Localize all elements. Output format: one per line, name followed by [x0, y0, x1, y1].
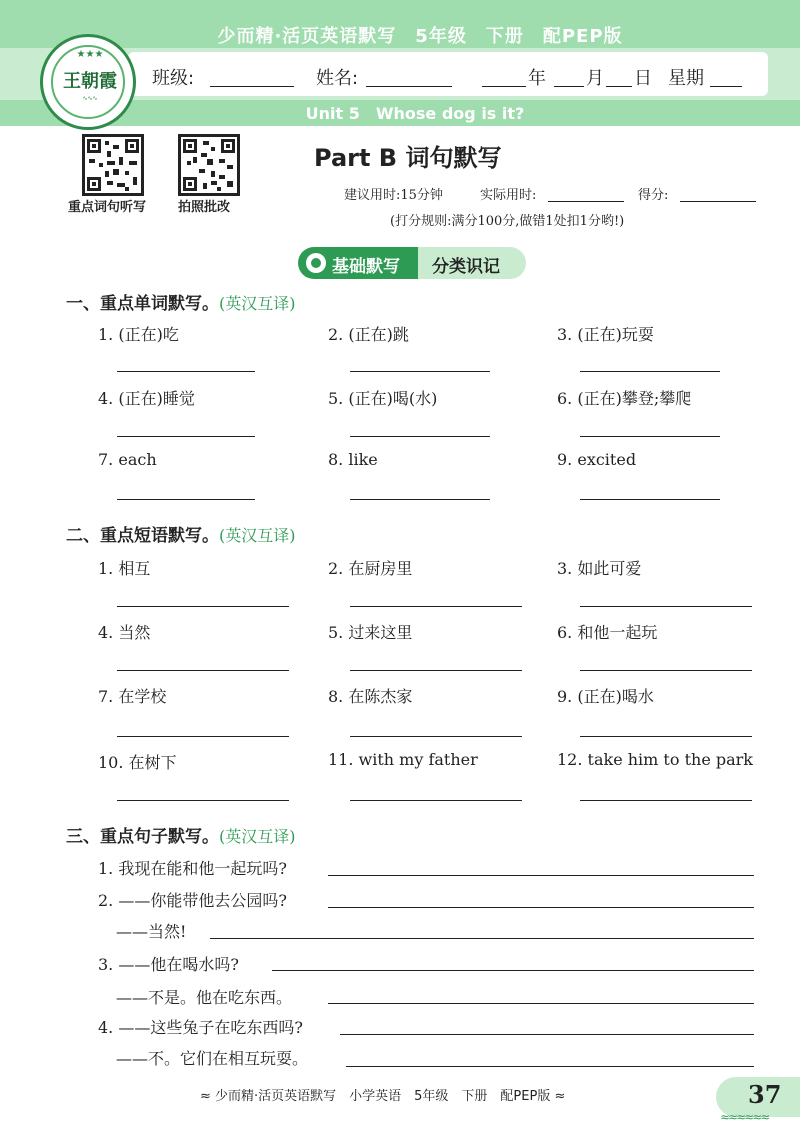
section2-title-text: 二、重点短语默写。: [66, 526, 219, 546]
phrase-answer-1[interactable]: [117, 606, 289, 607]
phrase-answer-6[interactable]: [580, 670, 752, 671]
word-answer-2[interactable]: [350, 371, 490, 372]
phrase-answer-4[interactable]: [117, 670, 289, 671]
word-answer-1[interactable]: [117, 371, 255, 372]
phrase-answer-7[interactable]: [117, 736, 289, 737]
brand-logo: [40, 34, 136, 130]
section3-title: [66, 822, 296, 847]
part-title: Part B 词句默写: [314, 144, 502, 172]
sentence-item-4a: 4. ——这些兔子在吃东西吗?: [98, 1018, 303, 1037]
qr-code-listening-icon[interactable]: [82, 134, 144, 196]
word-item-7: 7. each: [98, 450, 157, 469]
score-field[interactable]: [680, 201, 756, 202]
phrase-item-10: 10. 在树下: [98, 753, 177, 772]
section3-note: (英汉互译): [219, 827, 296, 846]
sentence-item-1: 1. 我现在能和他一起玩吗?: [98, 859, 287, 878]
phrase-answer-9[interactable]: [580, 736, 752, 737]
sentence-item-3b: ——不是。他在吃东西。: [116, 988, 293, 1007]
word-item-6: 6. (正在)攀登;攀爬: [557, 389, 692, 408]
phrase-item-3: 3. 如此可爱: [557, 559, 642, 578]
word-answer-6[interactable]: [580, 436, 720, 437]
word-answer-7[interactable]: [117, 499, 255, 500]
qr-label-grading: 拍照批改: [178, 200, 231, 215]
phrase-answer-8[interactable]: [350, 736, 522, 737]
qr-pattern-icon: [85, 137, 141, 193]
word-item-8: 8. like: [328, 450, 378, 469]
class-field[interactable]: [210, 86, 294, 87]
logo-stars-icon: ★★★: [76, 49, 104, 60]
phrase-item-5: 5. 过来这里: [328, 623, 413, 642]
phrase-item-12: 12. take him to the park: [557, 750, 753, 769]
phrase-item-8: 8. 在陈杰家: [328, 687, 413, 706]
week-label: 星期: [668, 68, 704, 89]
actual-time-field[interactable]: [548, 201, 624, 202]
phrase-item-2: 2. 在厨房里: [328, 559, 413, 578]
sentence-answer-3b[interactable]: [328, 1003, 754, 1004]
word-item-1: 1. (正在)吃: [98, 325, 179, 344]
phrase-answer-10[interactable]: [117, 800, 289, 801]
phrase-item-7: 7. 在学校: [98, 687, 167, 706]
target-icon: [306, 253, 326, 273]
phrase-answer-3[interactable]: [580, 606, 752, 607]
sentence-item-2b: ——当然!: [116, 922, 187, 941]
badge-right-text: 分类识记: [432, 257, 500, 277]
unit-title: Unit 5 Whose dog is it?: [305, 104, 525, 123]
year-label: 年: [528, 68, 546, 89]
phrase-answer-11[interactable]: [350, 800, 522, 801]
word-item-3: 3. (正在)玩耍: [557, 325, 654, 344]
phrase-item-4: 4. 当然: [98, 623, 151, 642]
month-field[interactable]: [554, 86, 584, 87]
year-field[interactable]: [482, 86, 526, 87]
sentence-answer-2b[interactable]: [210, 938, 754, 939]
sentence-item-3a: 3. ——他在喝水吗?: [98, 955, 239, 974]
phrase-answer-12[interactable]: [580, 800, 752, 801]
logo-text: 王朝霞: [63, 71, 117, 92]
suggested-time: 建议用时:15分钟: [344, 188, 443, 203]
word-item-2: 2. (正在)跳: [328, 325, 409, 344]
phrase-item-9: 9. (正在)喝水: [557, 687, 654, 706]
page-number: 37: [748, 1080, 782, 1109]
word-answer-8[interactable]: [350, 499, 490, 500]
section2-note: (英汉互译): [219, 526, 296, 545]
section1-note: (英汉互译): [219, 294, 296, 313]
qr-pattern-icon: [181, 137, 237, 193]
word-item-5: 5. (正在)喝(水): [328, 389, 438, 408]
section1-title-text: 一、重点单词默写。: [66, 294, 219, 314]
word-answer-4[interactable]: [117, 436, 255, 437]
word-item-4: 4. (正在)睡觉: [98, 389, 195, 408]
logo-swoosh-icon: ∿∿∿: [82, 95, 98, 102]
logo-inner-ring: [51, 45, 125, 119]
word-answer-3[interactable]: [580, 371, 720, 372]
scoring-rule: (打分规则:满分100分,做错1处扣1分哟!): [390, 214, 625, 229]
sentence-answer-3a[interactable]: [272, 970, 754, 971]
phrase-item-11: 11. with my father: [328, 750, 478, 769]
section2-title: [66, 521, 296, 546]
phrase-item-1: 1. 相互: [98, 559, 151, 578]
word-answer-5[interactable]: [350, 436, 490, 437]
day-label: 日: [634, 68, 652, 89]
qr-code-grading-icon[interactable]: [178, 134, 240, 196]
section1-title: [66, 289, 296, 314]
sentence-answer-1[interactable]: [328, 875, 754, 876]
sentence-item-2a: 2. ——你能带他去公园吗?: [98, 891, 287, 910]
actual-time-label: 实际用时:: [480, 188, 537, 203]
word-answer-9[interactable]: [580, 499, 720, 500]
footer-text: ≈ 少而精·活页英语默写 小学英语 5年级 下册 配PEP版 ≈: [200, 1089, 566, 1104]
phrase-answer-5[interactable]: [350, 670, 522, 671]
class-label: 班级:: [152, 68, 195, 89]
qr-label-listening: 重点词句听写: [68, 200, 147, 215]
section-badge: [298, 247, 530, 279]
sentence-item-4b: ——不。它们在相互玩耍。: [116, 1049, 309, 1068]
series-title: 少而精·活页英语默写 5年级 下册 配PEP版: [217, 26, 623, 47]
wave-decoration-icon: ≈≈≈≈≈≈: [720, 1110, 769, 1124]
phrase-item-6: 6. 和他一起玩: [557, 623, 658, 642]
month-label: 月: [586, 68, 604, 89]
day-field[interactable]: [606, 86, 632, 87]
week-field[interactable]: [710, 86, 742, 87]
name-label: 姓名:: [316, 68, 359, 89]
section3-title-text: 三、重点句子默写。: [66, 827, 219, 847]
badge-left-text: 基础默写: [332, 257, 400, 277]
word-item-9: 9. excited: [557, 450, 637, 469]
score-label: 得分:: [638, 188, 669, 203]
phrase-answer-2[interactable]: [350, 606, 522, 607]
sentence-answer-2a[interactable]: [328, 907, 754, 908]
name-field[interactable]: [366, 86, 452, 87]
sentence-answer-4b[interactable]: [346, 1066, 754, 1067]
sentence-answer-4a[interactable]: [340, 1034, 754, 1035]
